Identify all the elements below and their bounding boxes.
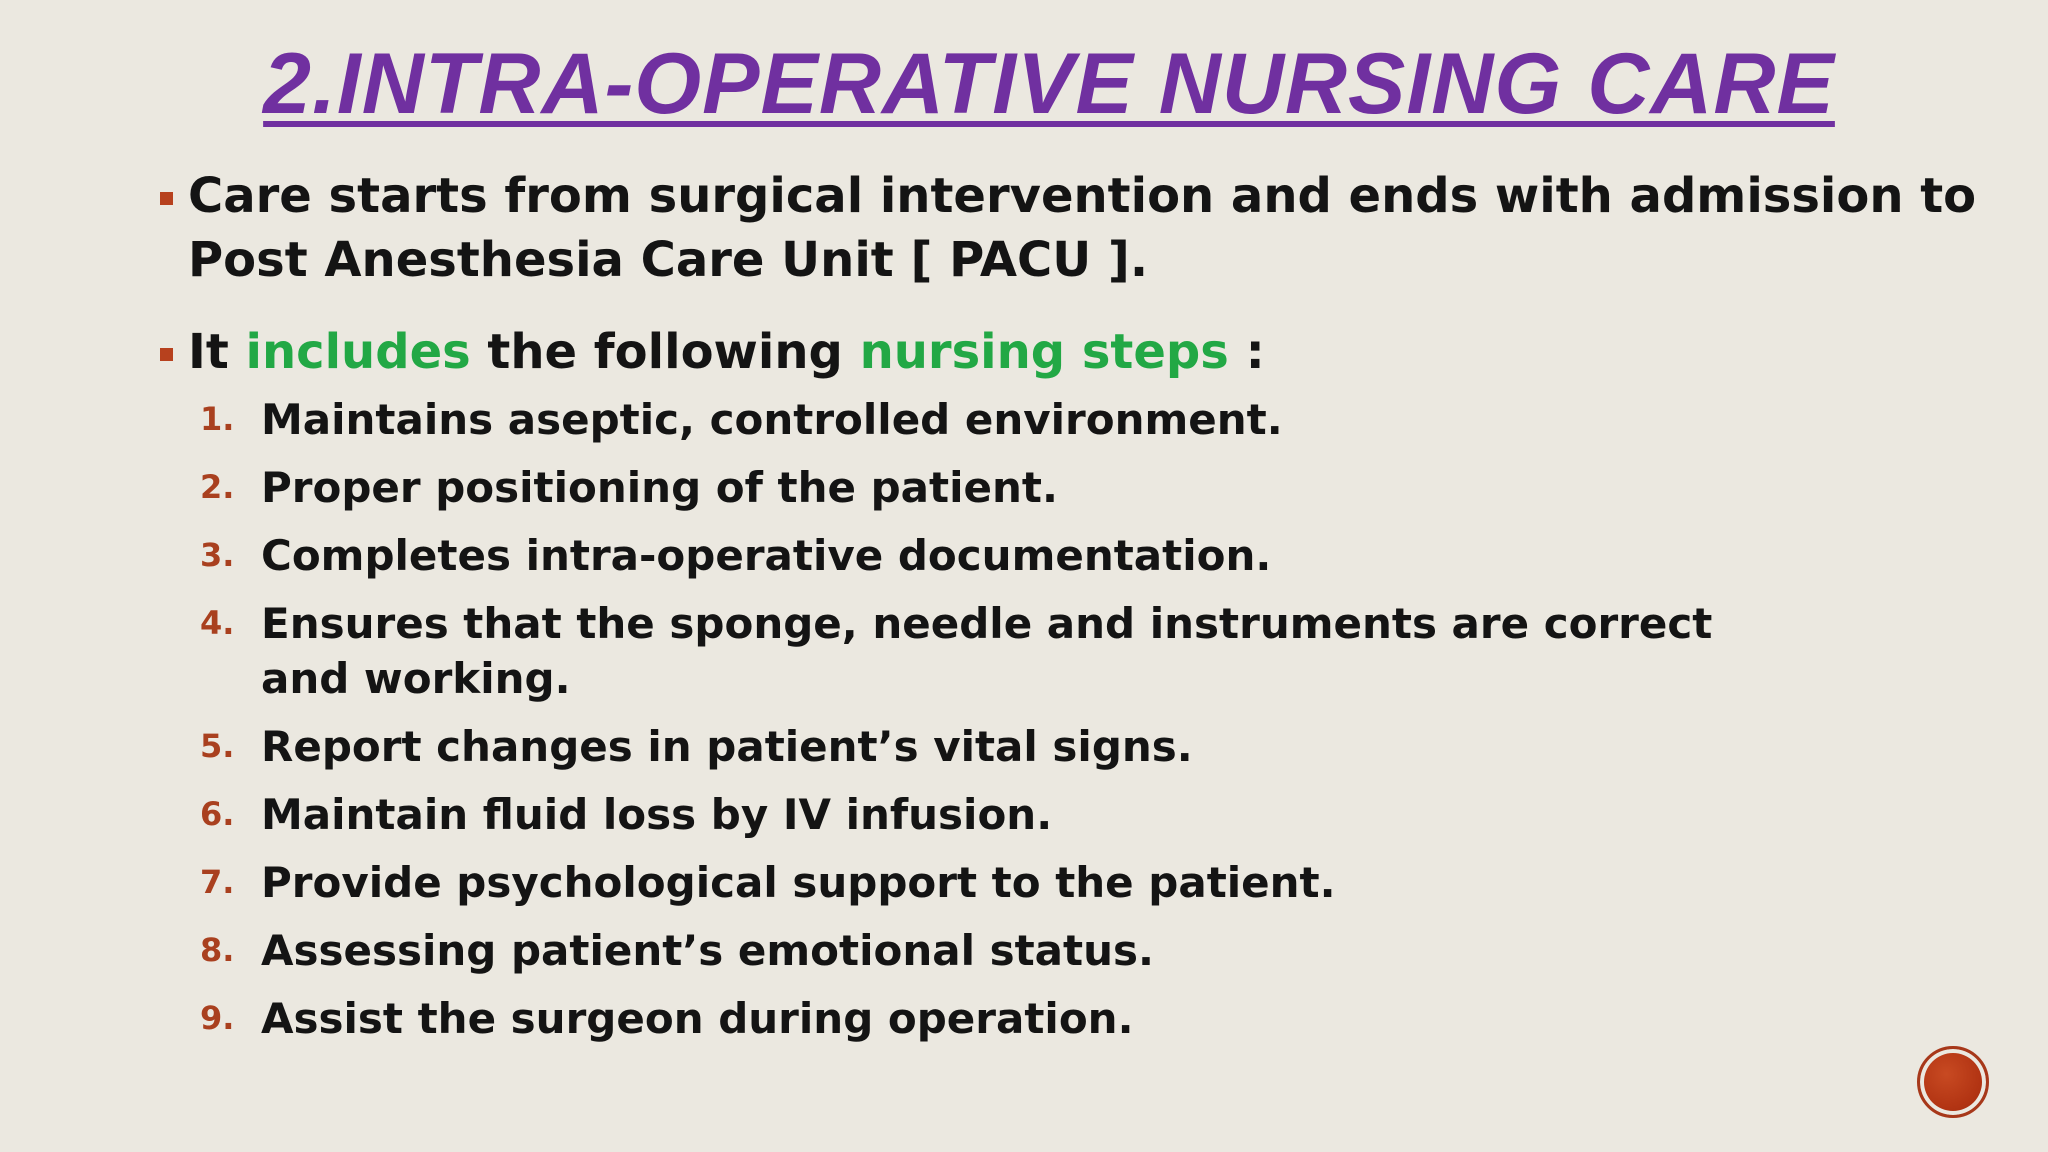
step-text: Ensures that the sponge, needle and instruments are correct and working. (261, 599, 1713, 703)
step-number: 5. (200, 727, 235, 765)
bullet-marker-icon (160, 192, 173, 205)
step-text: Report changes in patient’s vital signs. (261, 722, 1193, 771)
bullet-prefix: It (188, 324, 246, 380)
step-text: Provide psychological support to the patient. (261, 858, 1336, 907)
slide-title: 2.INTRA-OPERATIVE NURSING CARE (263, 36, 1835, 132)
list-item (200, 528, 1721, 583)
nursing-steps-list (200, 392, 1721, 1059)
circle-button-icon[interactable] (1917, 1046, 1989, 1118)
highlight-includes: includes (245, 324, 471, 380)
step-text: Assessing patient’s emotional status. (261, 926, 1154, 975)
step-text: Maintain fluid loss by IV infusion. (261, 790, 1053, 839)
bullet-line-1: Care starts from surgical intervention and ends with admission to (188, 168, 1977, 224)
list-item (200, 719, 1721, 774)
step-text: Assist the surgeon during operation. (261, 994, 1134, 1043)
bullet-suffix: : (1228, 324, 1265, 380)
bullet-line-2: Post Anesthesia Care Unit [ PACU ]. (188, 232, 1149, 288)
list-item (200, 923, 1721, 978)
step-text: Proper positioning of the patient. (261, 463, 1058, 512)
step-number: 3. (200, 536, 235, 574)
list-item (200, 392, 1721, 447)
step-number: 4. (200, 604, 235, 642)
step-text: Completes intra-operative documentation. (261, 531, 1272, 580)
step-number: 8. (200, 931, 235, 969)
step-number: 9. (200, 999, 235, 1037)
step-number: 2. (200, 468, 235, 506)
highlight-nursing-steps: nursing steps (859, 324, 1229, 380)
bullet-includes-text (188, 320, 1265, 384)
step-number: 1. (200, 400, 235, 438)
list-item (200, 787, 1721, 842)
list-item (200, 596, 1721, 706)
step-number: 6. (200, 795, 235, 833)
list-item (200, 460, 1721, 515)
list-item (200, 855, 1721, 910)
bullet-middle: the following (470, 324, 860, 380)
step-text: Maintains aseptic, controlled environment. (261, 395, 1283, 444)
list-item (200, 991, 1721, 1046)
step-number: 7. (200, 863, 235, 901)
bullet-marker-icon (160, 348, 173, 361)
